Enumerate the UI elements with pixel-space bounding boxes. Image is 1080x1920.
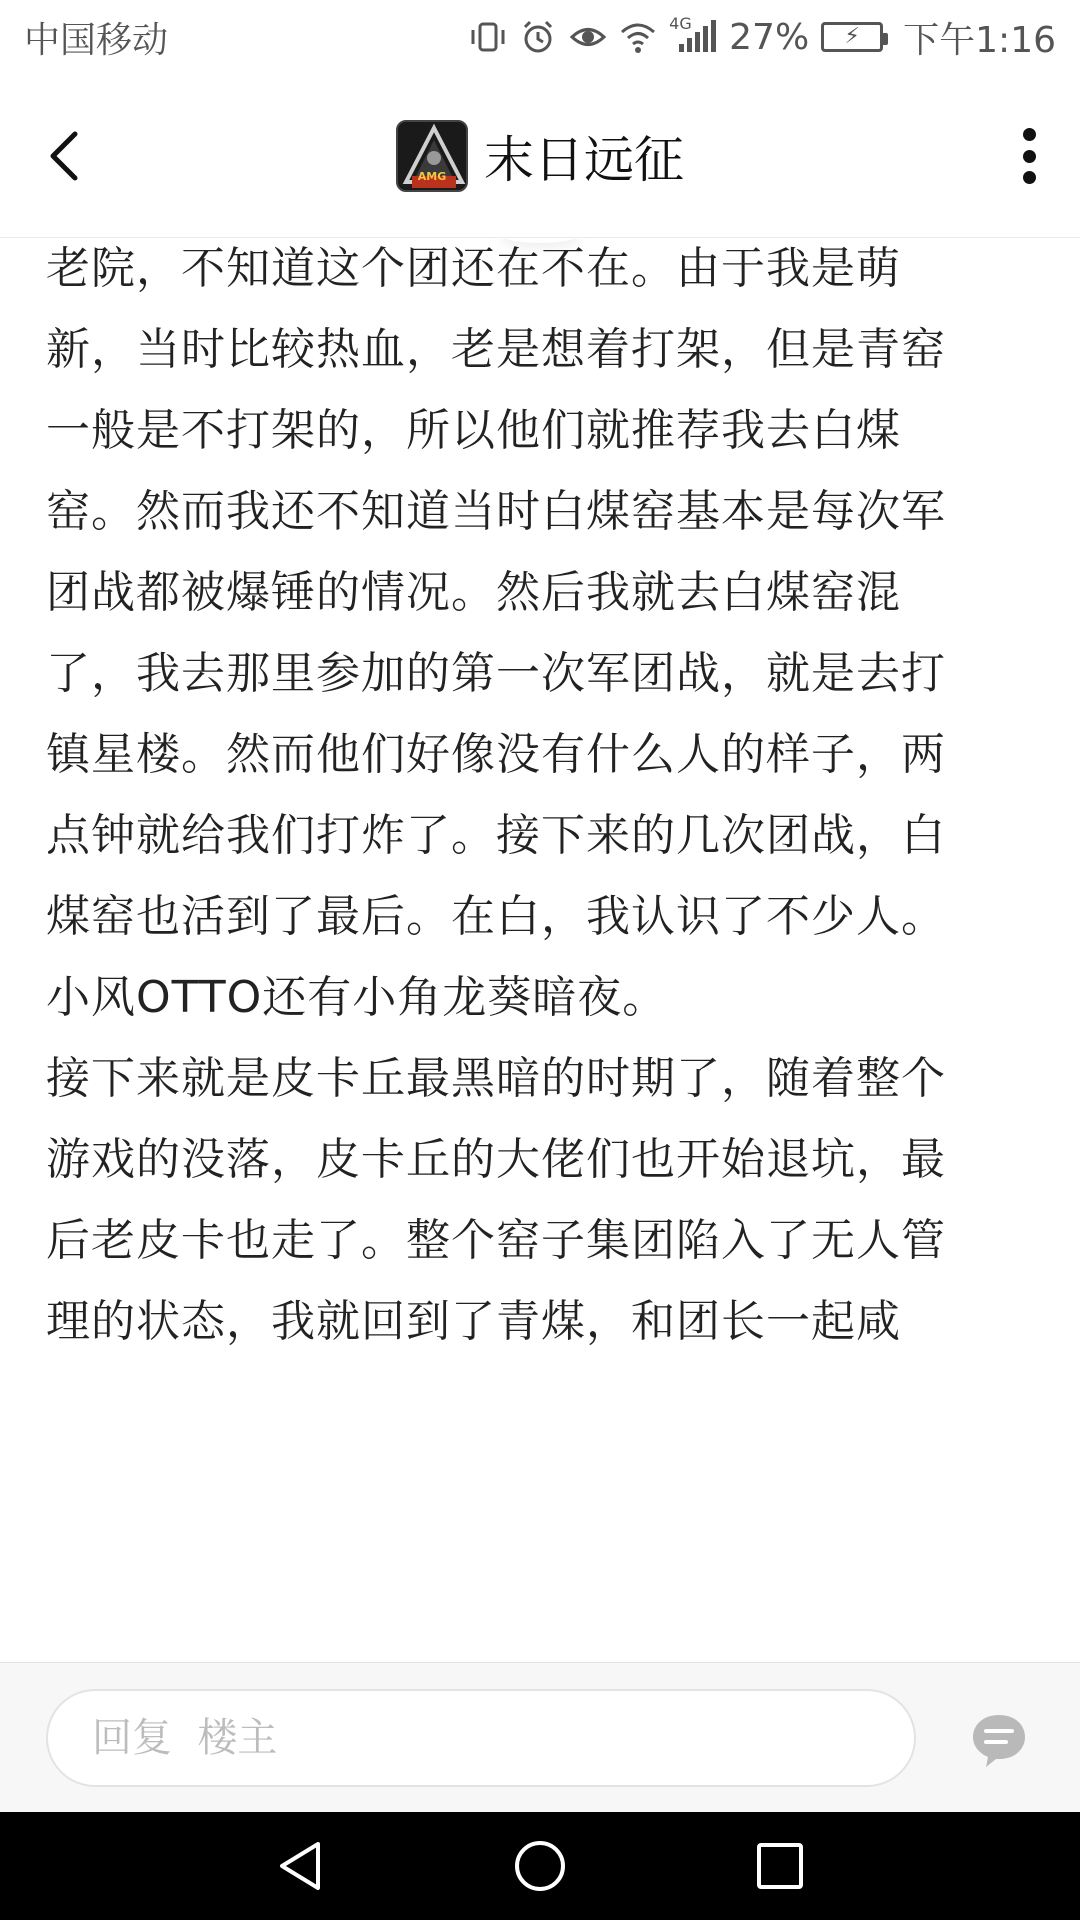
title-group [0,120,1080,192]
status-icons [469,12,1056,63]
battery-percent: 27% [729,16,810,58]
wifi-icon [619,18,657,56]
system-recents-button[interactable] [745,1831,815,1901]
post-line: 团战都被爆锤的情况。然后我就去白煤窑混 [46,567,901,618]
square-recents-icon [752,1838,808,1894]
comment-button[interactable] [970,1711,1028,1769]
post-line: 接下来就是皮卡丘最黑暗的时期了，随着整个 [46,1053,946,1104]
system-home-button[interactable] [505,1831,575,1901]
post-line: 窑。然而我还不知道当时白煤窑基本是每次军 [46,486,946,537]
system-nav-bar [0,1812,1080,1920]
eye-icon [569,18,607,56]
post-line: 了，我去那里参加的第一次军团战，就是去打 [46,648,946,699]
page-title: 末日远征 [484,131,684,189]
post-line: 镇星楼。然而他们好像没有什么人的样子，两 [46,729,946,780]
reply-input[interactable] [46,1689,916,1787]
post-line: 小风OTTO还有小角龙葵暗夜。 [46,972,668,1023]
more-vertical-icon [1023,128,1036,141]
triangle-back-icon [272,1838,328,1894]
reply-bar [0,1662,1080,1812]
carrier-label: 中国移动 [24,19,169,61]
app-logo [396,120,468,192]
app-logo-text: AMG [417,170,447,183]
post-line: 煤窑也活到了最后。在白，我认识了不少人。 [46,891,946,942]
post-line: 老院，不知道这个团还在不在。由于我是萌 [46,243,901,294]
post-content[interactable] [0,239,1080,1662]
post-line: 点钟就给我们打炸了。接下来的几次团战，白 [46,810,946,861]
battery-icon: ⚡ [821,22,883,52]
status-bar [0,0,1080,74]
vibrate-icon [469,18,507,56]
post-line: 新，当时比较热血，老是想着打架，但是青窑 [46,324,946,375]
post-line: 一般是不打架的，所以他们就推荐我去白煤 [46,405,901,456]
more-options-button[interactable] [1014,128,1044,184]
post-line: 理的状态，我就回到了青煤，和团长一起咸 [46,1296,901,1347]
signal-icon [669,14,717,56]
comment-icon [970,1711,1028,1769]
clock: 下午1:16 [903,19,1056,61]
post-line: 后老皮卡也走了。整个窑子集团陷入了无人管 [46,1215,946,1266]
circle-home-icon [512,1838,568,1894]
alarm-icon [519,18,557,56]
network-type-label: 4G [669,14,692,33]
top-nav-bar [0,74,1080,238]
system-back-button[interactable] [265,1831,335,1901]
post-line: 游戏的没落，皮卡丘的大佬们也开始退坑，最 [46,1134,946,1185]
